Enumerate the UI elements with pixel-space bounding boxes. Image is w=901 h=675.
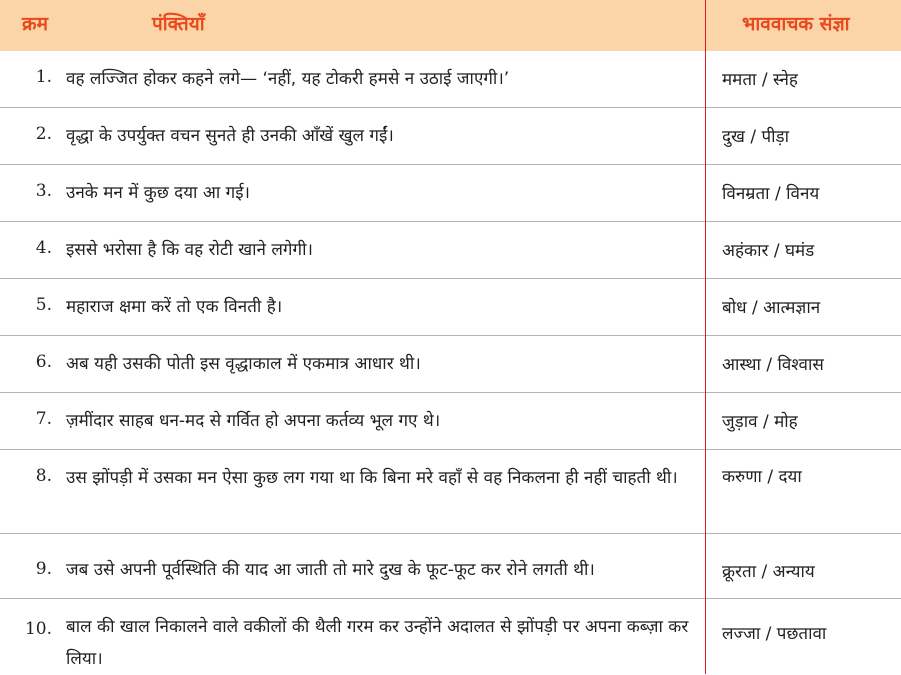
row-noun: लज्जा / पछतावा <box>722 624 827 644</box>
table-header <box>0 0 901 51</box>
row-noun: ममता / स्नेह <box>722 70 798 90</box>
row-number: 1. <box>35 67 52 87</box>
row-noun: विनम्रता / विनय <box>722 184 820 204</box>
row-noun: आस्था / विश्वास <box>722 355 824 375</box>
header-lines: पंक्तियाँ <box>152 13 205 35</box>
table-row <box>0 599 901 674</box>
row-number: 6. <box>35 352 52 372</box>
header-abstract-noun: भाववाचक संज्ञा <box>742 13 850 35</box>
row-noun: जुड़ाव / मोह <box>722 412 798 432</box>
row-number: 4. <box>35 238 52 258</box>
row-number: 2. <box>35 124 52 144</box>
row-number: 5. <box>35 295 52 315</box>
row-noun: बोध / आत्मज्ञान <box>722 298 821 318</box>
row-text: उनके मन में कुछ दया आ गई। <box>66 183 250 203</box>
header-number: क्रम <box>22 13 48 35</box>
row-text: इससे भरोसा है कि वह रोटी खाने लगेगी। <box>66 240 313 260</box>
column-divider <box>705 0 706 674</box>
row-number: 9. <box>35 559 52 579</box>
row-noun: अहंकार / घमंड <box>722 241 815 261</box>
row-number: 10. <box>24 619 52 639</box>
row-text: वह लज्जित होकर कहने लगे— ‘नहीं, यह टोकरी हमसे न उठाई जाएगी।’ <box>66 69 510 89</box>
row-number: 3. <box>35 181 52 201</box>
table-row <box>0 165 901 222</box>
table-row <box>0 450 901 534</box>
row-text: जब उसे अपनी पूर्वस्थिति की याद आ जाती तो मारे दुख के फूट-फूट कर रोने लगती थी। <box>66 560 595 580</box>
table-row <box>0 279 901 336</box>
table-row <box>0 393 901 450</box>
row-text: महाराज क्षमा करें तो एक विनती है। <box>66 297 283 317</box>
row-text: अब यही उसकी पोती इस वृद्धाकाल में एकमात्र आधार थी। <box>66 354 421 374</box>
table-row <box>0 108 901 165</box>
row-noun: दुख / पीड़ा <box>722 127 790 147</box>
row-number: 7. <box>35 409 52 429</box>
row-text: उस झोंपड़ी में उसका मन ऐसा कुछ लग गया था कि बिना मरे वहाँ से वह निकलना ही नहीं चाहती थी। <box>66 468 678 488</box>
table-row <box>0 51 901 108</box>
row-number: 8. <box>35 466 52 486</box>
table-row <box>0 336 901 393</box>
row-text: ज़मींदार साहब धन-मद से गर्वित हो अपना कर्तव्य भूल गए थे। <box>66 411 441 431</box>
row-text: बाल की खाल निकालने वाले वकीलों की थैली गरम कर उन्होंने अदालत से झोंपड़ी पर अपना कब्ज़ा कर लिया। <box>66 617 689 669</box>
table-row <box>0 222 901 279</box>
row-noun: क्रूरता / अन्याय <box>722 562 815 582</box>
row-noun: करुणा / दया <box>722 467 802 487</box>
row-text: वृद्धा के उपर्युक्त वचन सुनते ही उनकी आँखें खुल गईं। <box>66 126 394 146</box>
table-row <box>0 534 901 599</box>
